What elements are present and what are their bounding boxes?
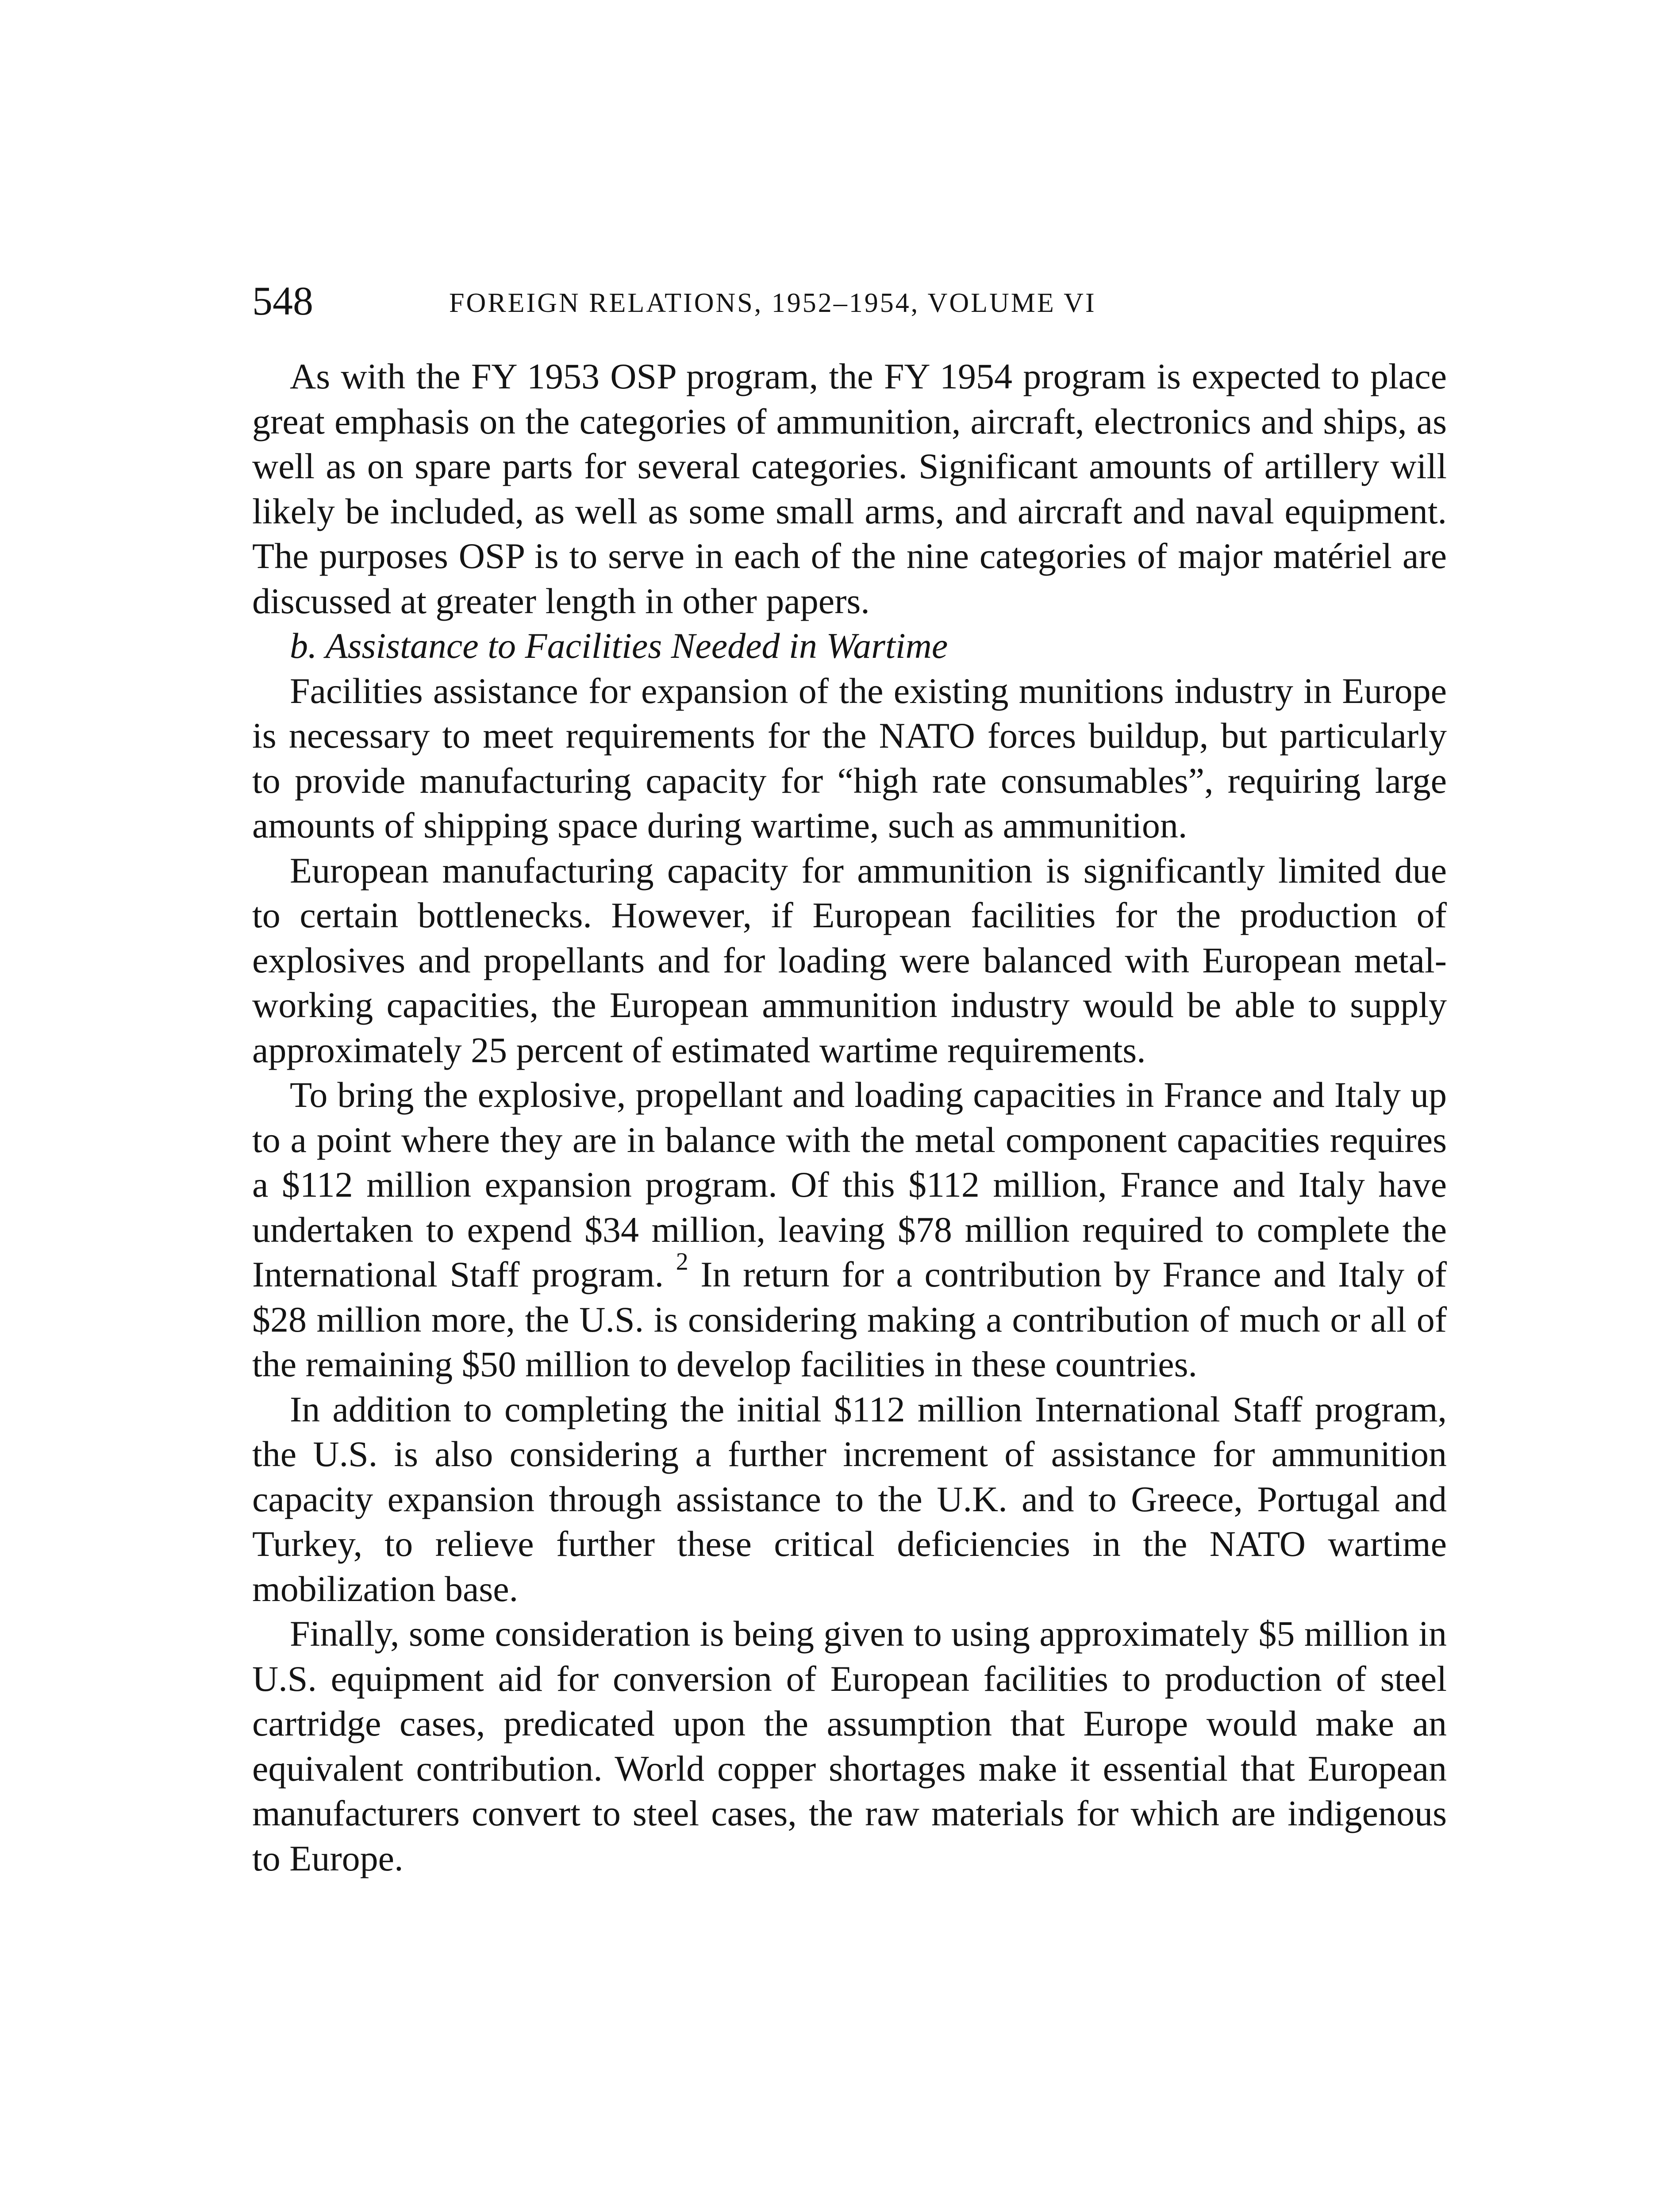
paragraph-facilities-assistance: Facilities assistance for expansion of the existing munitions industry in Europe is necessary to meet requirements for the NATO forces buildup, but particularly to provide manufacturing capacity for “high rate consumables”, requiring large amounts of shipping space during wartime, such as ammunition. (252, 670, 1447, 845)
paragraph-steel-cartridge: Finally, some consideration is being given to using approximately $5 million in U.S. equipment aid for conversion of European facilities to production of steel cartridge cases, predicated upon the assumption that Europe would make an equivalent contribution. World copper shortages make it essential that European manufacturers convert to steel cases, the raw materials for which are indigenous to Europe. (252, 1613, 1447, 1878)
paragraph-manufacturing-capacity: European manufacturing capacity for ammunition is significantly limited due to certain bottlenecks. However, if European facilities for the production of explosives and propellants and for loading were balanced with European metal-working capacities, the European ammunition industry would be able to supply approximately 25 percent of estimated wartime requirements. (252, 850, 1447, 1070)
paragraph-expansion-program (252, 1072, 1447, 1387)
expansion-text-part-2: In return for a contribution by France and Italy of $28 million more, the U.S. is considering making a contribution of much or all of the remaining $50 million to develop facilities in these countries. (252, 1254, 1447, 1384)
body-text (252, 354, 1447, 1881)
running-head (252, 274, 1447, 327)
expansion-text-part-1: To bring the explosive, propellant and loading capacities in France and Italy up to a point where they are in balance with the metal component capacities requires a $112 million expansion program. Of this $112 million, France and Italy have undertaken to expend $34 million, leaving $78 million required to complete the International Staff program. (252, 1075, 1447, 1294)
paragraph-osp-program: As with the FY 1953 OSP program, the FY 1954 program is expected to place great emphasis on the categories of ammunition, aircraft, electronics and ships, as well as on spare parts for several categories. Significant amounts of artillery will likely be included, as well as some small arms, and aircraft and naval equipment. The purposes OSP is to serve in each of the nine categories of major matériel are discussed at greater length in other papers. (252, 356, 1447, 621)
running-title: FOREIGN RELATIONS, 1952–1954, VOLUME VI (449, 288, 1096, 318)
section-heading-facilities: b. Assistance to Facilities Needed in Wartime (290, 626, 948, 666)
paragraph-additional-assistance: In addition to completing the initial $112 million International Staff program, the U.S. is also considering a further increment of assistance for ammunition capacity expansion through assistance to the U.K. and to Greece, Portugal and Turkey, to relieve further these critical deficiencies in the NATO wartime mobilization base. (252, 1389, 1447, 1609)
page-number: 548 (252, 278, 313, 323)
footnote-reference[interactable]: 2 (676, 1248, 688, 1275)
